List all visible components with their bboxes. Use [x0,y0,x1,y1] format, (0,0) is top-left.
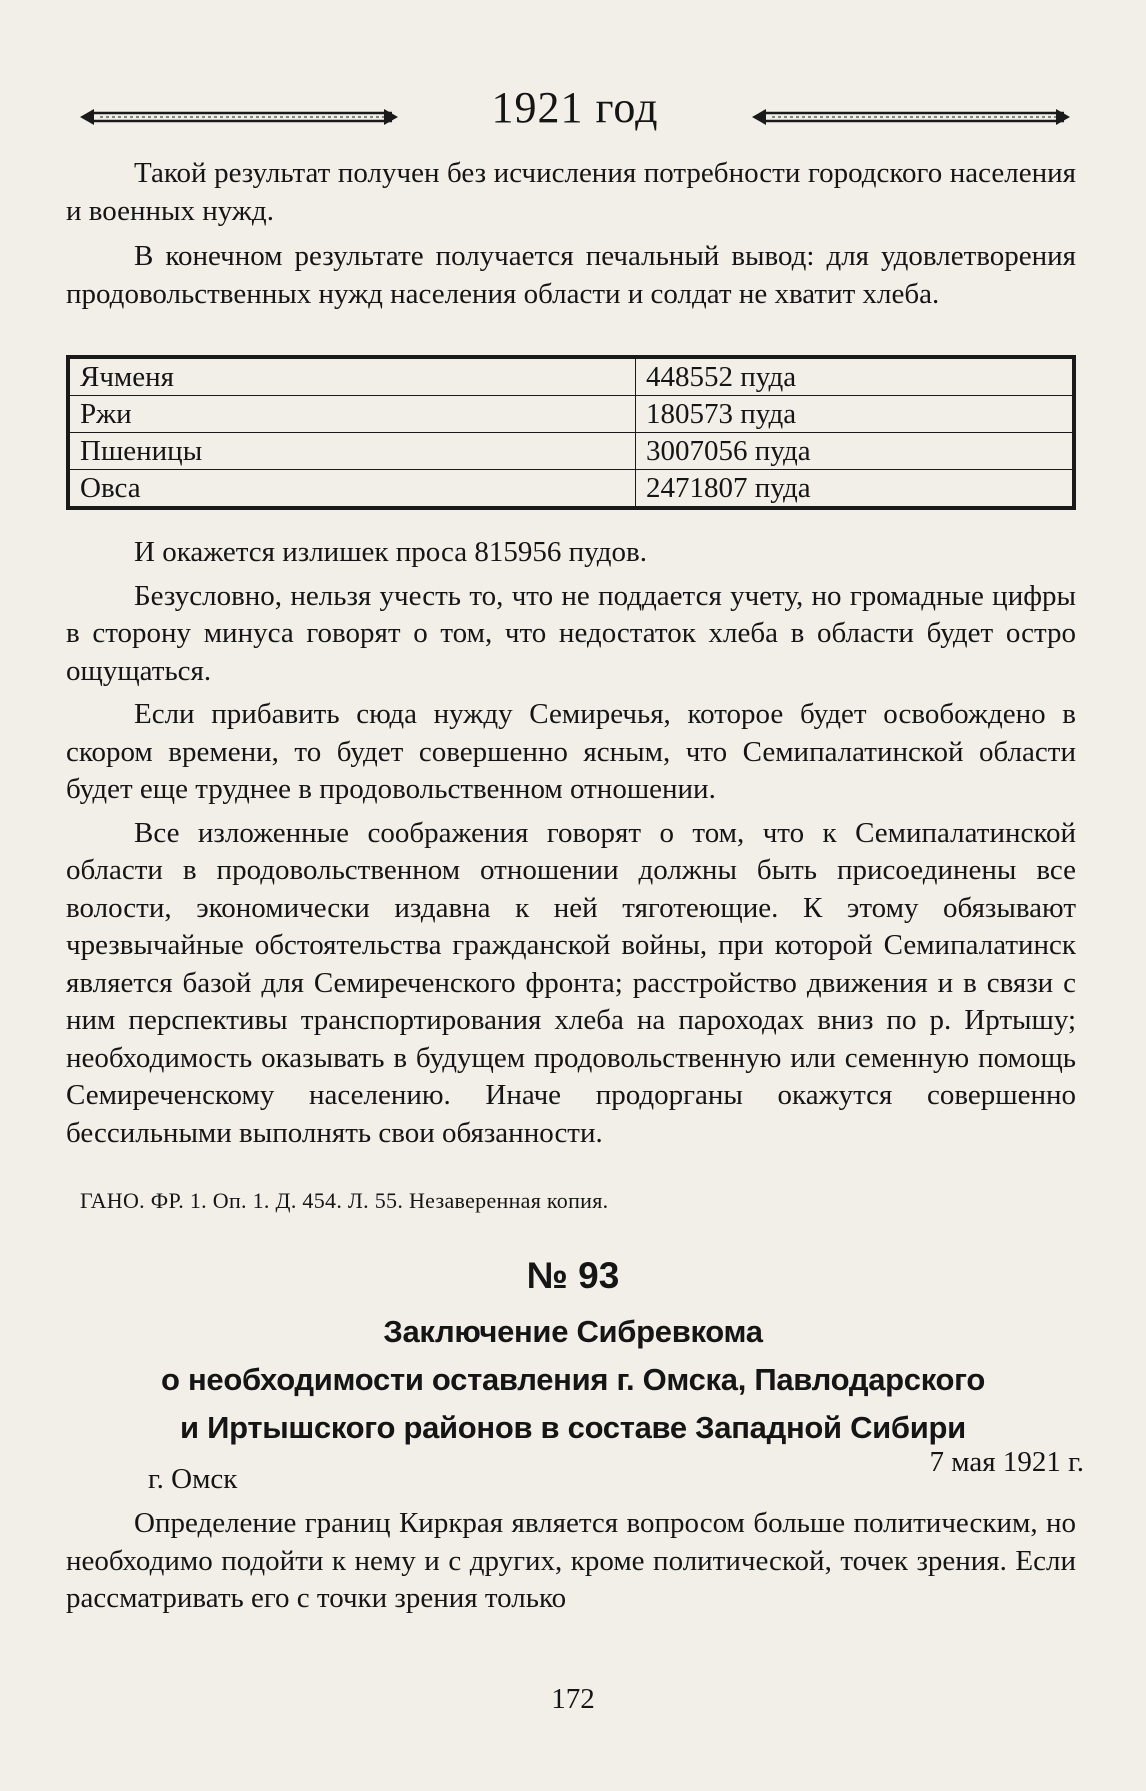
amount-cell: 180573 пуда [636,396,1075,433]
archive-source-note: ГАНО. ФР. 1. Оп. 1. Д. 454. Л. 55. Незаверенная копия. [80,1188,609,1213]
table-row [68,433,1074,470]
paragraph: Если прибавить сюда нужду Семиречья, которое будет освобождено в скором времени, то будет совершенно ясным, что Семипалатинской области будет еще труднее в продовольственном отношении. [66,698,1076,805]
table-row [68,470,1074,509]
title-line: и Иртышского районов в составе Западной Сибири [180,1410,966,1445]
table-row [68,396,1074,433]
grain-name-cell: Ржи [68,396,636,433]
right-ornament-rule [746,104,1076,130]
page-number: 172 [551,1683,595,1715]
amount-cell: 448552 пуда [636,357,1075,396]
document-date: 7 мая 1921 г. [929,1446,1084,1478]
grain-name-cell: Ячменя [68,357,636,396]
intro-text [66,155,1076,313]
paragraph: В конечном результате получается печальный вывод: для удовлетворения продовольственных нужд населения области и солдат не хватит хлеба. [66,240,1076,310]
grain-name-cell: Овса [68,470,636,509]
paragraph: Такой результат получен без исчисления потребности городского населения и военных нужд. [66,157,1076,227]
running-header [70,82,1080,152]
document-title [60,1308,1086,1452]
document-body [66,1505,1076,1618]
title-line: о необходимости оставления г. Омска, Павлодарского [161,1362,985,1397]
paragraph: Все изложенные соображения говорят о том, что к Семипалатинской области в продовольственном отношении должны быть присоединены все волости, экономически издавна к ней тяготеющие. К этому обязывают чрезвычайные обстоятельства гражданской войны, при которой Семипалатинск является базой для Семиреченского фронта; расстройство движения и в связи с ним перспективы транспортирования хлеба на пароходах вниз по р. Иртышу; необходимость оказывать в будущем продовольственную или семенную помощь Семиреченскому населению. Иначе продорганы окажутся совершенно бессильными выполнять свои обязанности. [66,816,1076,1149]
amount-cell: 2471807 пуда [636,470,1075,509]
grain-name-cell: Пшеницы [68,433,636,470]
table-row [68,357,1074,396]
paragraph: Безусловно, нельзя учесть то, что не поддается учету, но громадные цифры в сторону минуса говорят о том, что недостаток хлеба в области будет остро ощущаться. [66,579,1076,687]
amount-cell: 3007056 пуда [636,433,1075,470]
body-text [66,534,1076,1152]
grain-shortage-table [66,355,1076,510]
paragraph: И окажется излишек проса 815956 пудов. [134,536,647,568]
document-place: г. Омск [148,1463,238,1495]
paragraph: Определение границ Киркрая является вопросом больше политическим, но необходимо подойти к нему и с других, кроме политической, точек зрения. Если рассматривать его с точки зрения только [66,1507,1076,1614]
document-number: № 93 [526,1255,620,1296]
title-line: Заключение Сибревкома [383,1314,763,1349]
page-title: 1921 год [491,83,659,132]
